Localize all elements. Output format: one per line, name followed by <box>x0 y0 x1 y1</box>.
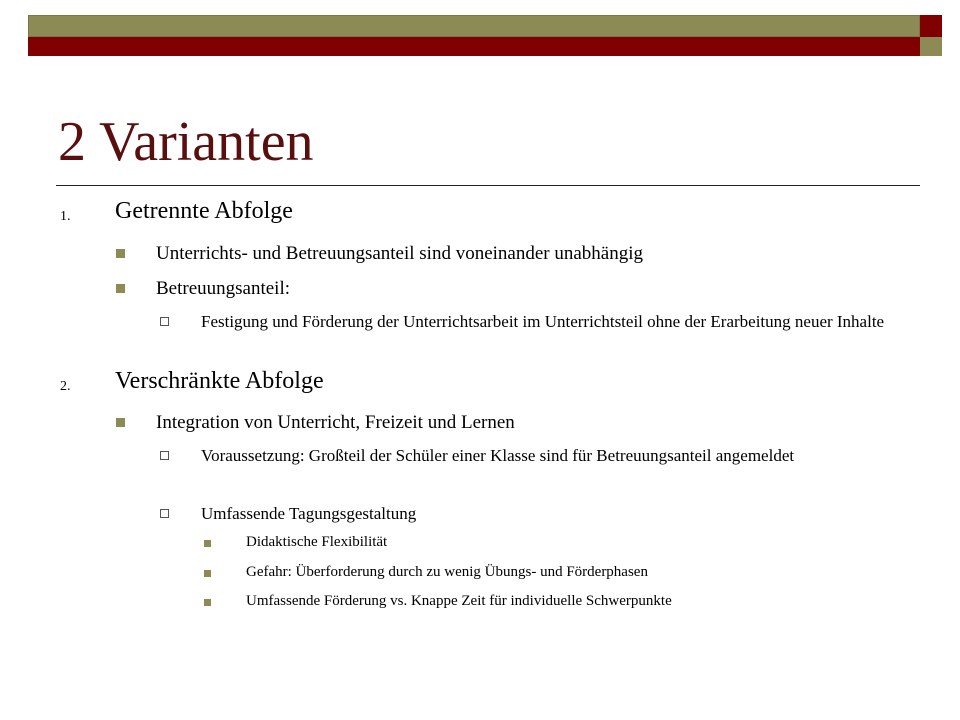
item-heading: Getrennte Abfolge <box>115 198 293 224</box>
bullet-text: Gefahr: Überforderung durch zu wenig Übungs- und Förderphasen <box>246 564 648 580</box>
square-bullet-icon <box>116 249 125 258</box>
bullet-text: Festigung und Förderung der Unterrichtsarbeit im Unterrichtsteil ohne der Erarbeitung neuer Inhalte <box>201 312 885 331</box>
item-heading: Verschränkte Abfolge <box>115 368 324 394</box>
bullet-text: Didaktische Flexibilität <box>246 534 388 550</box>
header-olive-bar <box>28 15 920 37</box>
bullet-text: Unterrichts- und Betreuungsanteil sind voneinander unabhängig <box>156 243 644 264</box>
small-square-bullet-icon <box>204 540 211 547</box>
slide-title: 2 Varianten <box>58 111 314 173</box>
square-bullet-icon <box>116 284 125 293</box>
item-number: 1. <box>60 209 71 224</box>
title-underline <box>56 185 920 186</box>
hollow-square-bullet-icon <box>160 451 169 460</box>
header-maroon-square <box>920 15 942 37</box>
header-decoration <box>0 0 960 64</box>
bullet-text: Betreuungsanteil: <box>156 278 291 299</box>
header-olive-square <box>920 37 942 56</box>
bullet-text: Integration von Unterricht, Freizeit und Lernen <box>156 412 515 433</box>
hollow-square-bullet-icon <box>160 317 169 326</box>
hollow-square-bullet-icon <box>160 509 169 518</box>
bullet-text: Umfassende Förderung vs. Knappe Zeit für individuelle Schwerpunkte <box>246 593 672 609</box>
bullet-text: Umfassende Tagungsgestaltung <box>201 504 417 523</box>
bullet-text: Voraussetzung: Großteil der Schüler einer Klasse sind für Betreuungsanteil angemeldet <box>201 446 795 465</box>
header-maroon-bar <box>28 37 920 56</box>
small-square-bullet-icon <box>204 599 211 606</box>
item-number: 2. <box>60 379 71 394</box>
small-square-bullet-icon <box>204 570 211 577</box>
square-bullet-icon <box>116 418 125 427</box>
